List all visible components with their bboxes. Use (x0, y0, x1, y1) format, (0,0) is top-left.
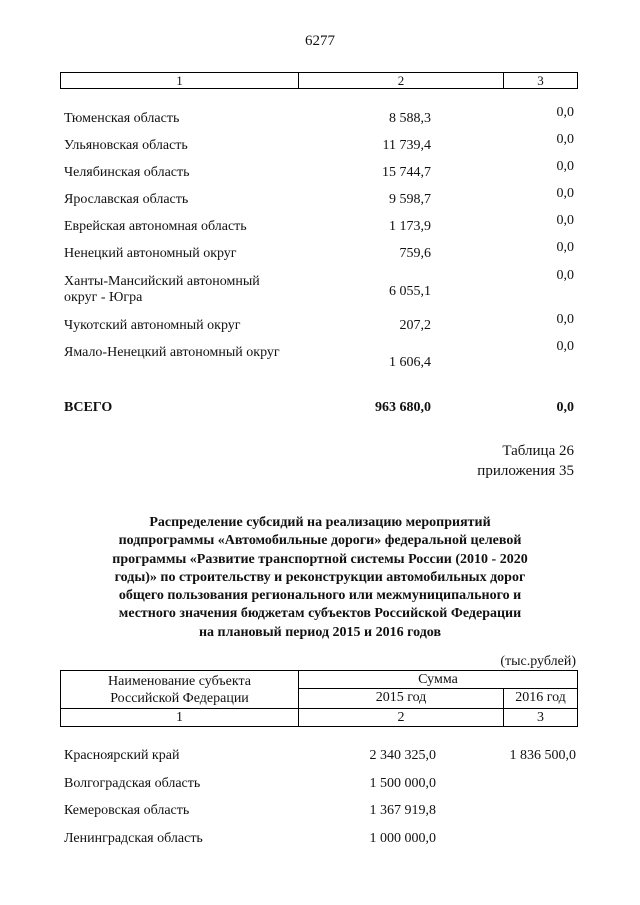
value-col2: 759,6 (399, 246, 431, 261)
value-col2: 207,2 (399, 318, 431, 333)
region-name: Чукотский автономный округ (64, 318, 241, 333)
table2-header (60, 670, 578, 727)
header-sum: Сумма (299, 671, 577, 689)
value-col3: 0,0 (556, 105, 574, 120)
document-title (0, 514, 640, 642)
header-year-2016: 2016 год (515, 690, 566, 705)
value-2015: 2 340 325,0 (369, 748, 436, 763)
region-name: Ханты-Мансийский автономный округ - Югра (64, 274, 260, 305)
value-col3: 0,0 (556, 312, 574, 327)
table1-header-col3: 3 (537, 73, 544, 88)
document-title-text: Распределение субсидий на реализацию мероприятий подпрограммы «Автомобильные дороги» федеральной целевой программы «Развитие транспортной системы России (2010 - 2020 годы)» по строительству и реконструкции автомобильных дорог общего пользования регионального или межмуниципального и местного значения бюджетам субъектов Российской Федерации на плановый период 2015 и 2016 годов (112, 515, 528, 640)
region-name: Ульяновская область (64, 138, 188, 153)
region-name: Красноярский край (64, 748, 180, 763)
value-col3: 0,0 (556, 268, 574, 283)
value-col2: 1 173,9 (389, 219, 431, 234)
table1-header (60, 72, 578, 89)
region-name: Кемеровская область (64, 803, 190, 818)
value-2016: 1 836 500,0 (509, 748, 576, 763)
value-col2: 15 744,7 (382, 165, 431, 180)
region-name: Тюменская область (64, 111, 180, 126)
value-col3: 0,0 (556, 213, 574, 228)
col-number-3: 3 (537, 710, 544, 725)
header-region-name (61, 671, 299, 708)
col-number-1: 1 (61, 709, 299, 727)
value-col3: 0,0 (556, 132, 574, 147)
value-col2: 6 055,1 (389, 284, 431, 299)
total-col3: 0,0 (556, 400, 574, 415)
value-2015: 1 000 000,0 (369, 831, 436, 846)
value-col3: 0,0 (556, 339, 574, 354)
table1-header-col2: 2 (299, 73, 504, 88)
value-2015: 1 500 000,0 (369, 776, 436, 791)
region-name: Ямало-Ненецкий автономный округ (64, 345, 280, 360)
value-col2: 11 739,4 (382, 138, 431, 153)
value-col2: 8 588,3 (389, 111, 431, 126)
value-col2: 1 606,4 (389, 355, 431, 370)
page-number: 6277 (305, 33, 335, 49)
col-number-2: 2 (299, 709, 504, 727)
value-col3: 0,0 (556, 186, 574, 201)
appendix-label: приложения 35 (477, 463, 574, 479)
header-year-2015: 2015 год (299, 689, 504, 708)
value-col3: 0,0 (556, 159, 574, 174)
header-region-name-text: Наименование субъекта Российской Федерации (108, 674, 251, 706)
region-name: Ленинградская область (64, 831, 203, 846)
value-col2: 9 598,7 (389, 192, 431, 207)
region-name: Волгоградская область (64, 776, 201, 791)
table-number-label: Таблица 26 (502, 443, 574, 459)
header-column-numbers (61, 708, 577, 726)
total-label: ВСЕГО (64, 400, 113, 415)
region-name: Ярославская область (64, 192, 189, 207)
value-2015: 1 367 919,8 (369, 803, 436, 818)
units-label: (тыс.рублей) (500, 654, 576, 669)
region-name: Еврейская автономная область (64, 219, 247, 234)
region-name: Челябинская область (64, 165, 190, 180)
total-col2: 963 680,0 (375, 400, 431, 415)
region-name: Ненецкий автономный округ (64, 246, 237, 261)
value-col3: 0,0 (556, 240, 574, 255)
table1-header-col1: 1 (61, 73, 299, 88)
